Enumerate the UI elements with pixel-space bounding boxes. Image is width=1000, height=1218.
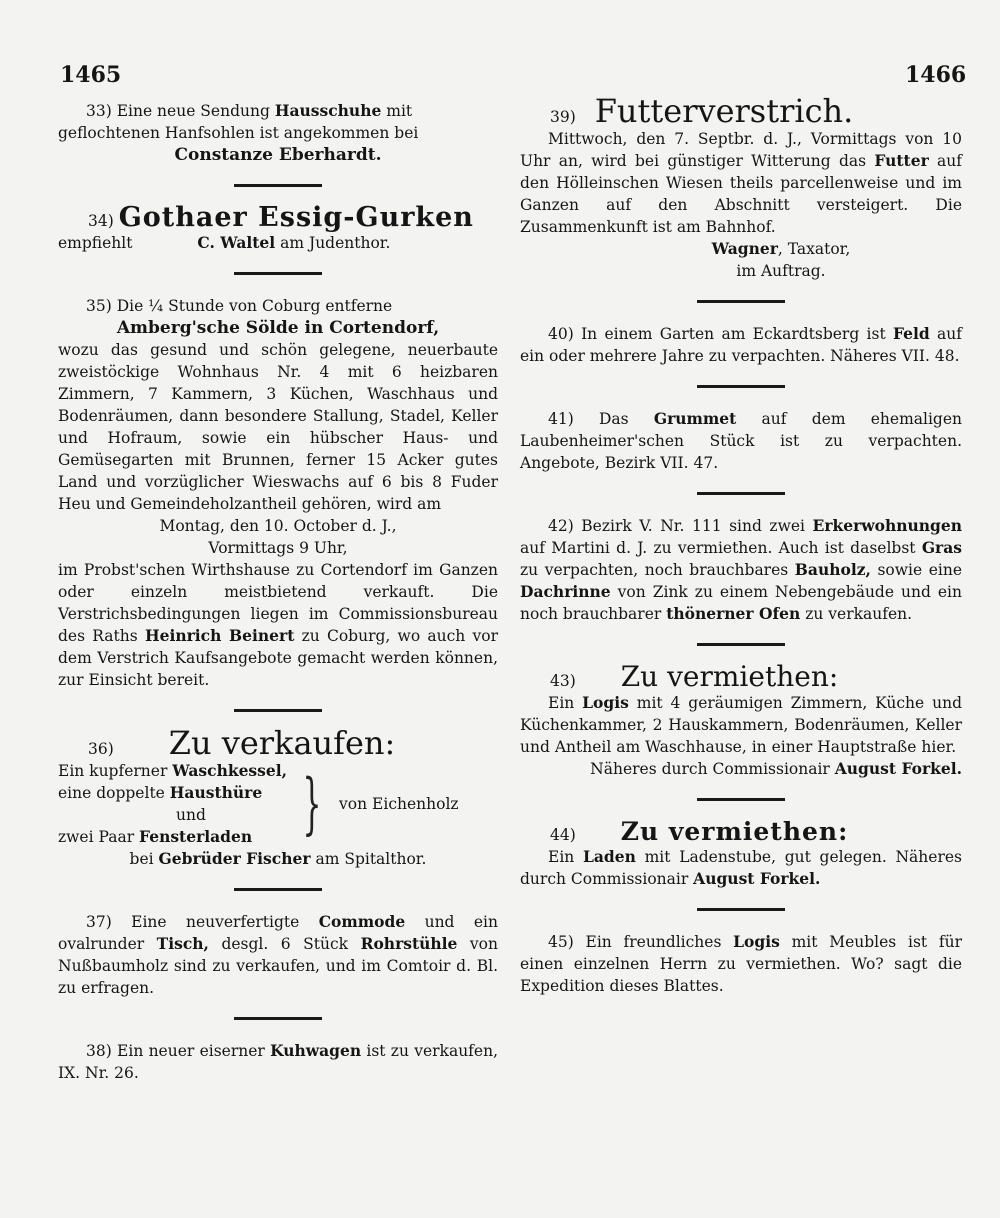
ad-36: [58, 724, 498, 870]
ad-37-post: von Nußbaumholz sind zu verkaufen, und im Comtoir d. Bl. zu erfragen.: [58, 935, 498, 997]
divider: [234, 709, 322, 712]
ad-44-number: 44): [550, 826, 576, 844]
divider: [234, 272, 322, 275]
ad-41-grummet: Grummet: [653, 409, 737, 428]
ad-42-mid3: sowie eine: [870, 561, 963, 579]
ad-37-mid1: und ein ovalrunder: [58, 913, 498, 953]
ad-43-headline: Zu vermiethen:: [620, 660, 839, 693]
ad-36-headline: Zu verkaufen:: [168, 724, 396, 762]
divider: [697, 643, 785, 646]
ad-36-item4-pre: zwei Paar: [58, 828, 140, 846]
ad-42-ofen: thönerner Ofen: [666, 604, 801, 623]
ad-43-post: mit 4 geräumigen Zimmern, Küche und Küchenkammer, 2 Hauskammern, Bodenräumen, Keller und Antheil am Waschhause, in einer Hauptstraße hier.: [520, 694, 962, 756]
ad-35-date2: Vormittags 9 Uhr,: [208, 539, 348, 557]
curly-brace-icon: }: [302, 765, 322, 842]
ad-33-text-pre: 33) Eine neue Sendung: [86, 102, 275, 120]
ad-36-item2: Hausthüre: [169, 783, 263, 802]
page-number-right: 1466: [905, 62, 967, 88]
ad-33: [58, 100, 498, 166]
ad-35-headline: Amberg'sche Sölde in Cortendorf,: [116, 318, 440, 338]
ad-34: [58, 202, 498, 254]
ad-36-list: [58, 760, 498, 848]
ad-36-item4: Fensterladen: [139, 827, 253, 846]
ad-42-post: zu verkaufen.: [800, 605, 913, 623]
ad-34-number: 34): [88, 212, 114, 230]
ad-37-pre: 37) Eine neuverfertigte: [86, 913, 319, 931]
ad-44-laden: Laden: [582, 847, 636, 866]
ad-37-tisch: Tisch,: [156, 934, 209, 953]
ad-39-number: 39): [550, 108, 576, 126]
ad-45-pre: 45) Ein freundliches: [548, 933, 734, 951]
ad-44-mid: mit Ladenstube, gut gelegen. Näheres durch Commissionair: [520, 848, 962, 888]
divider: [234, 888, 322, 891]
ad-43-logis: Logis: [582, 693, 629, 712]
ad-35-date1: Montag, den 10. October d. J.,: [159, 517, 397, 535]
ad-41-post: auf dem ehemaligen Laubenheimer'schen Stück ist zu verpachten. Angebote, Bezirk VII. 47.: [520, 410, 962, 472]
ad-34-text-post: am Judenthor.: [280, 234, 391, 252]
ad-44: [520, 817, 962, 890]
left-column: [58, 100, 498, 1084]
ad-33-line2: geflochtenen Hanfsohlen ist angekommen bei: [58, 124, 419, 142]
ad-42-gras: Gras: [921, 538, 962, 557]
ad-42-mid2: zu verpachten, noch brauchbares: [520, 561, 795, 579]
ad-42: [520, 515, 962, 625]
ad-36-item3: und: [176, 806, 206, 824]
ad-39-signature-line2: im Auftrag.: [736, 262, 826, 280]
ad-36-item2-pre: eine doppelte: [58, 784, 170, 802]
divider: [234, 184, 322, 187]
ad-36-brace-label: von Eichenholz: [339, 795, 459, 813]
divider: [697, 300, 785, 303]
ad-40-pre: 40) In einem Garten am Eckardtsberg ist: [548, 325, 893, 343]
ad-36-item1: Waschkessel,: [172, 761, 288, 780]
ad-42-bauholz: Bauholz,: [794, 560, 871, 579]
ad-35: [58, 295, 498, 691]
ad-40-feld: Feld: [892, 324, 930, 343]
ad-44-pre: Ein: [548, 848, 583, 866]
ad-44-headline: Zu vermiethen:: [620, 817, 849, 846]
ad-45-post: mit Meubles ist für einen einzelnen Herrn zu vermiethen. Wo? sagt die Expedition dieses Blattes.: [520, 933, 962, 995]
ad-35-tail-name: Heinrich Beinert: [144, 626, 295, 645]
ad-38-kuhwagen: Kuhwagen: [270, 1041, 362, 1060]
ad-38-post: ist zu verkaufen, IX. Nr. 26.: [58, 1042, 498, 1082]
ad-43-contact-name: August Forkel.: [834, 759, 962, 778]
right-column: [520, 92, 963, 997]
ad-39-futter: Futter: [874, 151, 929, 170]
ad-42-pre: 42) Bezirk V. Nr. 111 sind zwei: [548, 517, 813, 535]
divider: [697, 908, 785, 911]
divider: [697, 385, 785, 388]
ad-38-pre: 38) Ein neuer eiserner: [86, 1042, 271, 1060]
ad-39-signature-name: Wagner: [711, 239, 778, 258]
ad-42-mid4: von Zink zu einem Nebengebäude und ein noch brauchbarer: [520, 583, 962, 623]
ad-39-pre: Mittwoch, den 7. Septbr. d. J., Vormittags von 10 Uhr an, wird bei günstiger Witterung das: [520, 130, 962, 170]
ad-37-commode: Commode: [318, 912, 406, 931]
ad-37-rohrstuehle: Rohrstühle: [360, 934, 458, 953]
ad-43: [520, 660, 962, 780]
ad-43-contact-pre: Näheres durch Commissionair: [590, 760, 835, 778]
ad-39-post: auf den Hölleinschen Wiesen theils parcellenweise und im Ganzen auf den Abschnitt versteigert. Die Zusammenkunft ist am Bahnhof.: [520, 152, 962, 236]
ad-41: [520, 408, 962, 474]
divider: [234, 1017, 322, 1020]
ad-35-tail-post: zu Coburg, wo auch vor dem Verstrich Kaufsangebote gemacht werden können, zur Einsicht bereit.: [58, 627, 498, 689]
ad-42-mid1: auf Martini d. J. zu vermiethen. Auch ist daselbst: [520, 539, 922, 557]
ad-33-product: Hausschuhe: [274, 101, 382, 120]
ad-36-seller: Gebrüder Fischer: [158, 849, 311, 868]
ad-37: [58, 911, 498, 999]
ad-35-line1: 35) Die ¼ Stunde von Coburg entferne: [86, 297, 393, 315]
ad-33-name: Constanze Eberhardt.: [174, 145, 382, 165]
ad-36-last-post: am Spitalthor.: [310, 850, 427, 868]
ad-34-text-pre: empfiehlt: [58, 234, 133, 252]
ad-42-dachrinne: Dachrinne: [520, 582, 611, 601]
ad-40: [520, 323, 962, 367]
ad-43-pre: Ein: [548, 694, 583, 712]
ad-35-body: wozu das gesund und schön gelegene, neuerbaute zweistöckige Wohnhaus Nr. 4 mit 6 heizbaren Zimmern, 7 Kammern, 3 Küchen, Waschhaus und Bodenräumen, dann besondere Stallung, Stadel, Keller und Hofraum, sowie ein hübscher Haus- und Gemüsegarten mit Brunnen, ferner 15 Acker gutes Land und vorzüglicher Wieswachs auf 6 bis 8 Fuder Heu und Gemeindeholzantheil gehören, wird am: [58, 341, 498, 513]
ad-45-logis: Logis: [733, 932, 780, 951]
divider: [697, 798, 785, 801]
ad-41-pre: 41) Das: [548, 410, 654, 428]
ad-37-mid2: desgl. 6 Stück: [208, 935, 361, 953]
ad-45: [520, 931, 962, 997]
ad-42-erkerwohnungen: Erkerwohnungen: [812, 516, 962, 535]
ad-35-tail-pre: im Probst'schen Wirthshause zu Cortendorf im Ganzen oder einzeln meistbietend verkauft. Die Verstrichsbedingungen liegen im Commissionsbureau des Raths: [58, 561, 498, 645]
ad-44-contact-name: August Forkel.: [693, 869, 821, 888]
ad-34-headline: Gothaer Essig-Gurken: [118, 202, 474, 233]
ad-34-name: C. Waltel: [197, 233, 276, 252]
ad-40-post: auf ein oder mehrere Jahre zu verpachten. Näheres VII. 48.: [520, 325, 962, 365]
divider: [697, 492, 785, 495]
ad-38: [58, 1040, 498, 1084]
ad-39: [520, 92, 962, 282]
ad-43-number: 43): [550, 672, 576, 690]
page-number-left: 1465: [60, 62, 122, 88]
ad-39-signature-title: , Taxator,: [777, 240, 851, 258]
ad-36-number: 36): [88, 740, 114, 758]
ad-36-item1-pre: Ein kupferner: [58, 762, 173, 780]
ad-36-last-pre: bei: [129, 850, 159, 868]
ad-33-text-post: mit: [381, 102, 413, 120]
ad-39-headline: Futterverstrich.: [594, 92, 854, 130]
